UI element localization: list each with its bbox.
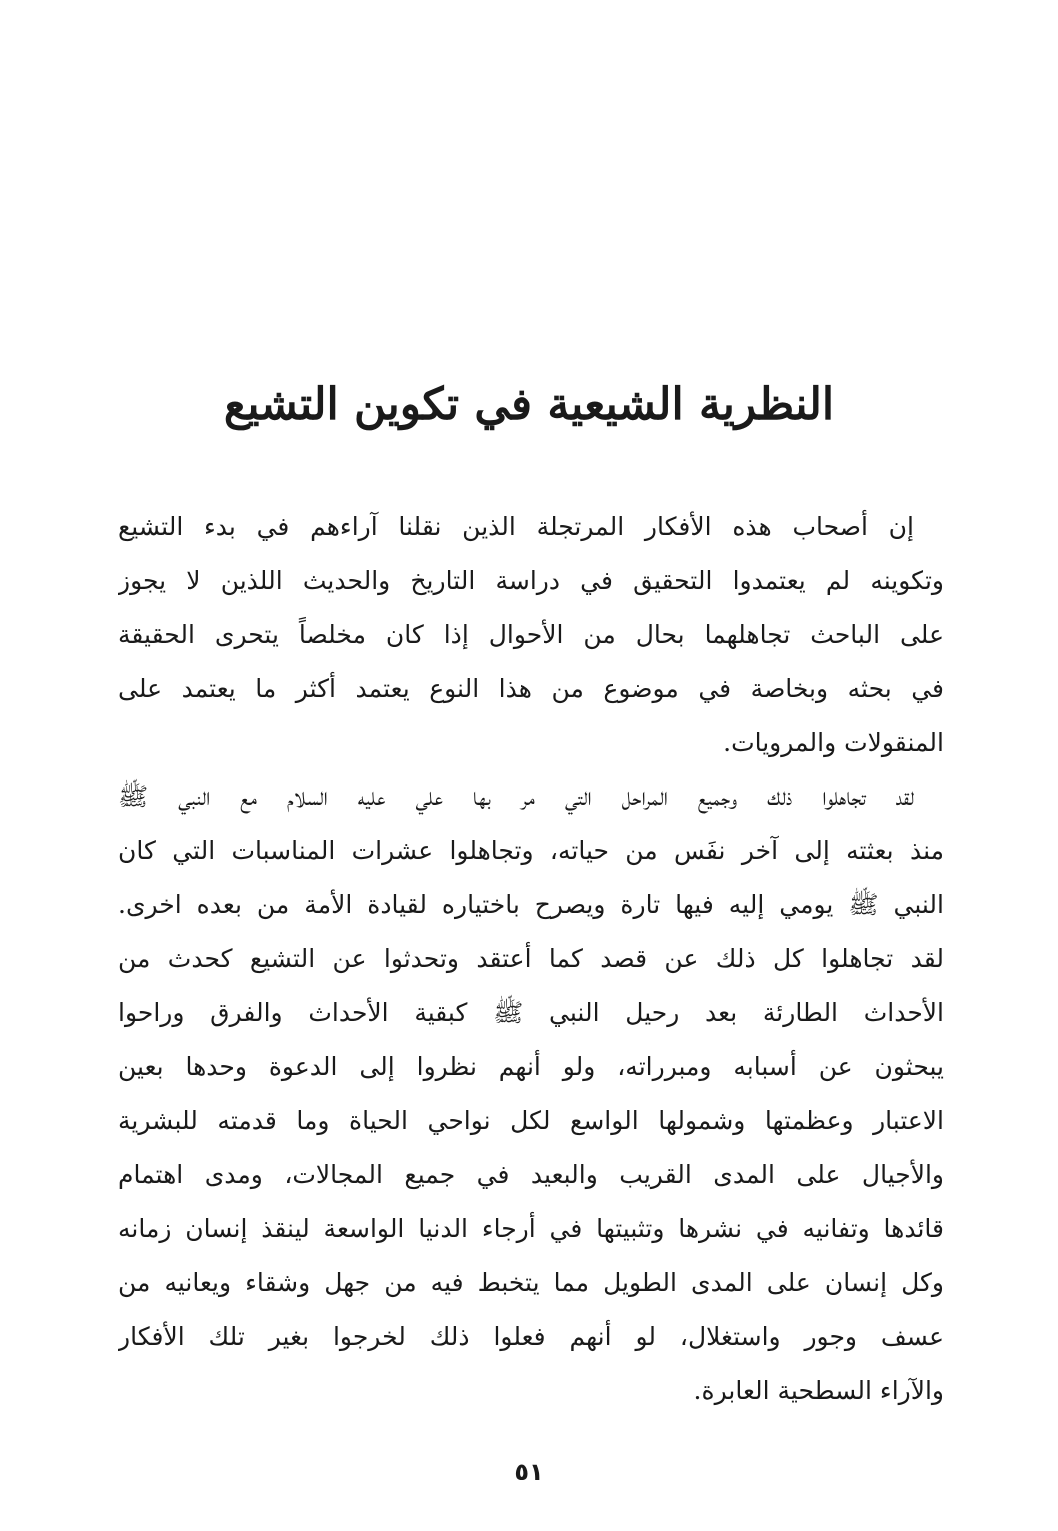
text-line: الاعتبار وعظمتها وشمولها الواسع لكل نواحي الحياة وما قدمته للبشرية	[118, 1106, 944, 1135]
text-line: المنقولات والمرويات.	[723, 728, 944, 757]
page-number: ٥١	[514, 1458, 544, 1486]
text-line: منذ بعثته إلى آخر نفَس من حياته، وتجاهلوا عشرات المناسبات التي كان	[118, 836, 944, 865]
paragraph-2	[118, 770, 944, 1418]
text-line: يبحثون عن أسبابه ومبرراته، ولو أنهم نظروا إلى الدعوة وحدها بعين	[118, 1052, 944, 1081]
text-line: عسف وجور واستغلال، لو أنهم فعلوا ذلك لخرجوا بغير تلك الأفكار	[118, 1322, 944, 1351]
text-line: لقد تجاهلوا كل ذلك عن قصد كما أعتقد وتحدثوا عن التشيع كحدث من	[118, 944, 944, 973]
text-line: على الباحث تجاهلهما بحال من الأحوال إذا كان مخلصاً يتحرى الحقيقة	[118, 620, 944, 649]
paragraph-1	[118, 500, 944, 770]
text-line: وكل إنسان على المدى الطويل مما يتخبط فيه من جهل وشقاء ويعانيه من	[118, 1268, 944, 1297]
text-line: في بحثه وبخاصة في موضوع من هذا النوع يعتمد أكثر ما يعتمد على	[118, 674, 944, 703]
text-line: إن أصحاب هذه الأفكار المرتجلة الذين نقلنا آراءهم في بدء التشيع	[118, 512, 914, 541]
text-line: لقد تجاهلوا ذلك وجميع المراحل التي مر بها علي عليه السلام مع النبي ﷺ	[118, 782, 914, 811]
text-line: قائدها وتفانيه في نشرها وتثبيتها في أرجاء الدنيا الواسعة لينقذ إنسان زمانه	[118, 1214, 944, 1243]
body-text	[118, 500, 944, 1418]
chapter-title: النظرية الشيعية في تكوين التشيع	[223, 379, 835, 430]
text-line: النبي ﷺ يومي إليه فيها تارة ويصرح باختياره لقيادة الأمة من بعده اخرى.	[118, 890, 944, 919]
text-line: والأجيال على المدى القريب والبعيد في جميع المجالات، ومدى اهتمام	[118, 1160, 944, 1189]
text-line: الأحداث الطارئة بعد رحيل النبي ﷺ كبقية الأحداث والفرق وراحوا	[118, 998, 944, 1027]
text-line: والآراء السطحية العابرة.	[693, 1376, 944, 1405]
text-line: وتكوينه لم يعتمدوا التحقيق في دراسة التاريخ والحديث اللذين لا يجوز	[118, 566, 944, 595]
